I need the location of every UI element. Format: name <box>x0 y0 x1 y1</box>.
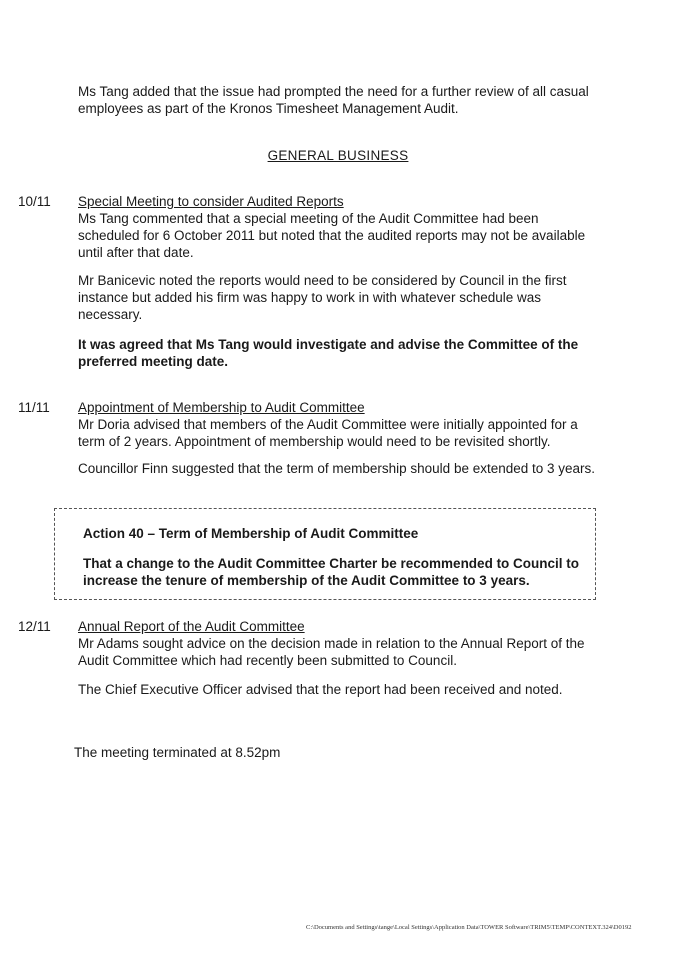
footer-file-path: C:\Documents and Settings\tange\Local Settings\Application Data\TOWER Software\TRIM5\TEMP\CONTEXT.324\D0192 <box>306 924 632 931</box>
resolution-text: It was agreed that Ms Tang would investigate and advise the Committee of the preferred meeting date. <box>78 337 579 369</box>
section-heading: GENERAL BUSINESS <box>267 148 409 163</box>
item-number: 12/11 <box>18 619 51 634</box>
closing-text: The meeting terminated at 8.52pm <box>74 745 281 760</box>
item-paragraph: Ms Tang commented that a special meeting of the Audit Committee had been scheduled for 6 October 2011 but noted that the audited reports may not be available until after that date. <box>78 211 586 260</box>
item-paragraph: Mr Doria advised that members of the Audit Committee were initially appointed for a term of 2 years. Appointment of membership would need to be revisited shortly. <box>78 417 578 449</box>
item-title: Annual Report of the Audit Committee <box>78 619 305 634</box>
intro-paragraph: Ms Tang added that the issue had prompted the need for a further review of all casual employees as part of the Kronos Timesheet Management Audit. <box>78 84 589 116</box>
item-title: Special Meeting to consider Audited Reports <box>78 194 344 209</box>
action-title: Action 40 – Term of Membership of Audit Committee <box>83 526 419 541</box>
item-number: 11/11 <box>18 400 50 415</box>
item-title: Appointment of Membership to Audit Committee <box>78 400 365 415</box>
item-paragraph: The Chief Executive Officer advised that the report had been received and noted. <box>78 682 563 697</box>
item-number: 10/11 <box>18 194 51 209</box>
item-paragraph: Mr Banicevic noted the reports would need to be considered by Council in the first instance but added his firm was happy to work in with whatever schedule was necessary. <box>78 273 567 322</box>
item-paragraph: Mr Adams sought advice on the decision made in relation to the Annual Report of the Audit Committee which had recently been submitted to Council. <box>78 636 585 668</box>
item-paragraph: Councillor Finn suggested that the term of membership should be extended to 3 years. <box>78 461 596 476</box>
action-box <box>54 508 596 600</box>
action-text: That a change to the Audit Committee Charter be recommended to Council to increase the tenure of membership of the Audit Committee to 3 years. <box>83 556 580 588</box>
